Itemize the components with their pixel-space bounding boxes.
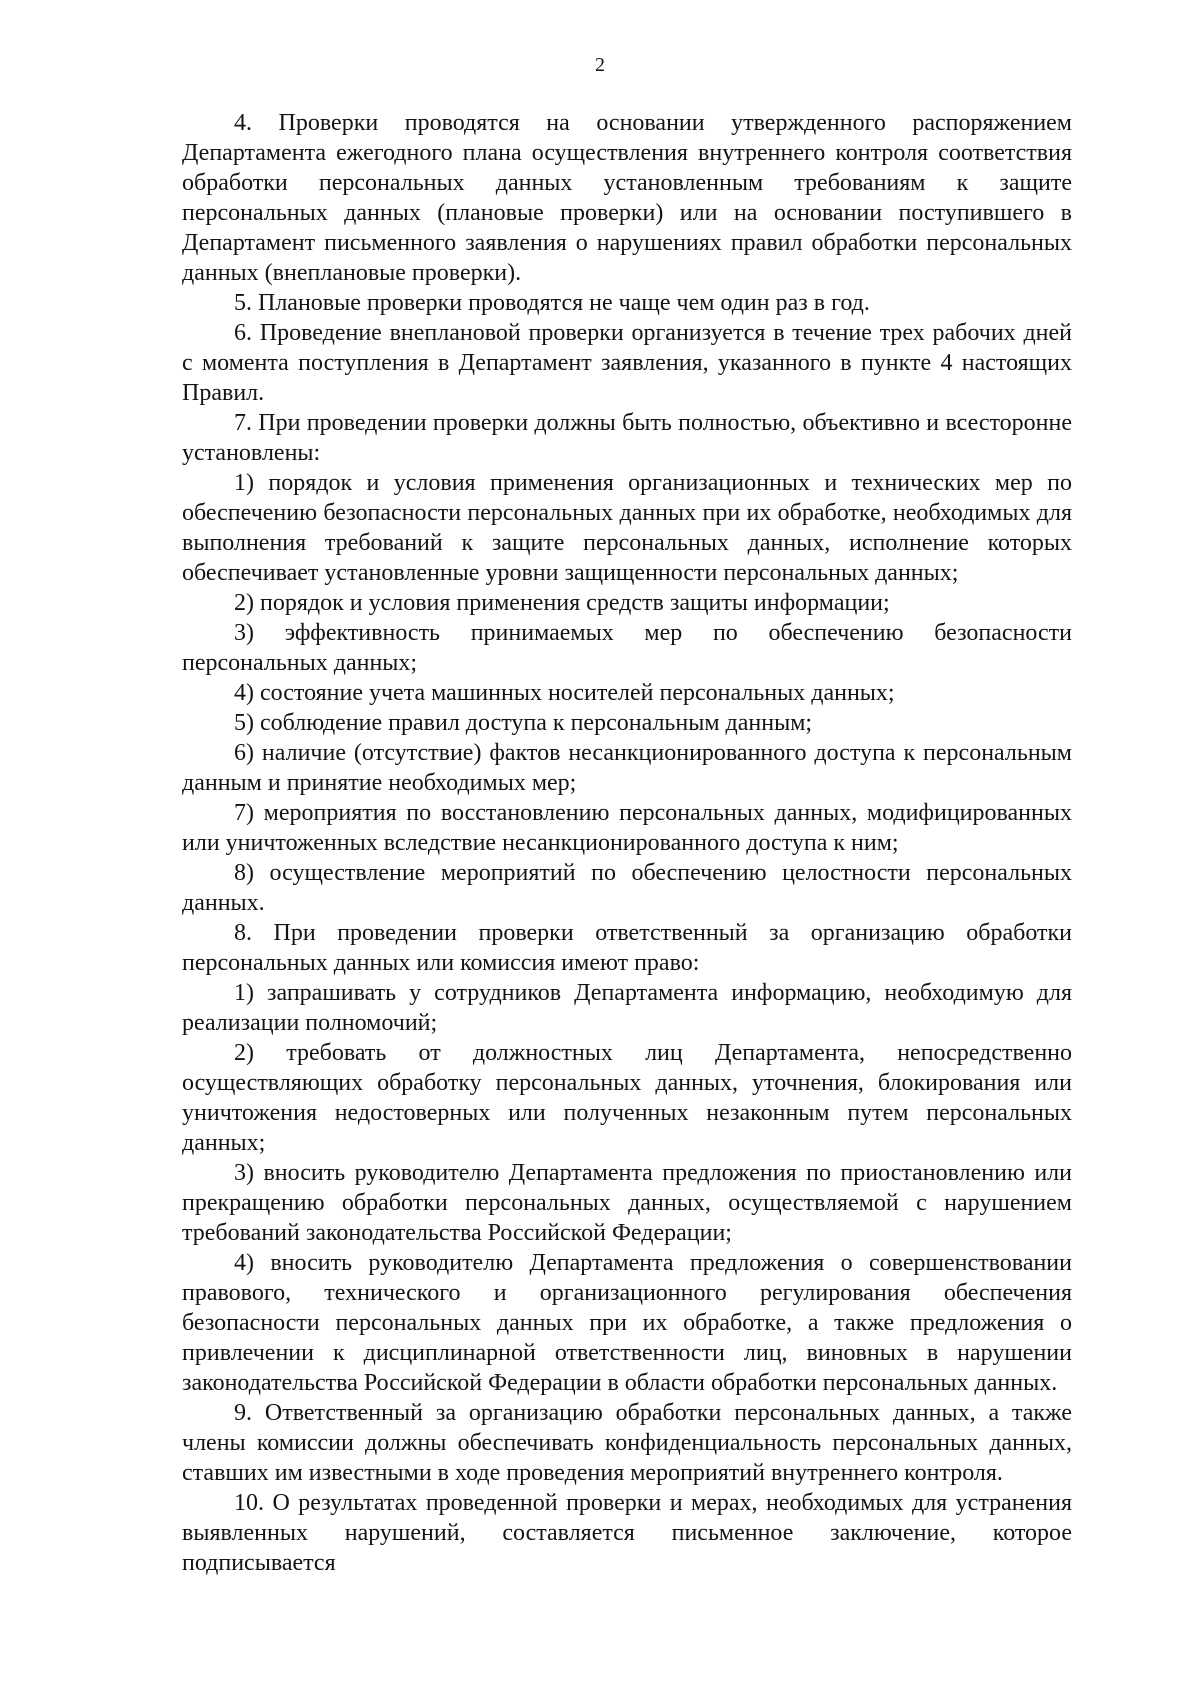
subitem-8-2: 2) требовать от должностных лиц Департамента, непосредственно осуществляющих обработку персональных данных, уточнения, блокирования или уничтожения недостоверных или полученных незаконным путем персональных данных; — [182, 1040, 1072, 1156]
paragraph-item-10: 10. О результатах проведенной проверки и мерах, необходимых для устранения выявленных нарушений, составляется письменное заключение, которое подписывается — [182, 1490, 1072, 1576]
document-body — [182, 108, 1072, 1578]
subitem-8-1: 1) запрашивать у сотрудников Департамента информацию, необходимую для реализации полномочий; — [182, 980, 1072, 1036]
paragraph-item-8: 8. При проведении проверки ответственный за организацию обработки персональных данных или комиссия имеют право: — [182, 920, 1072, 976]
subitem-7-6: 6) наличие (отсутствие) фактов несанкционированного доступа к персональным данным и принятие необходимых мер; — [182, 740, 1072, 796]
paragraph-item-5: 5. Плановые проверки проводятся не чаще чем один раз в год. — [234, 290, 870, 316]
subitem-7-2: 2) порядок и условия применения средств защиты информации; — [234, 590, 890, 616]
subitem-7-1: 1) порядок и условия применения организационных и технических мер по обеспечению безопасности персональных данных при их обработке, необходимых для выполнения требований к защите персональных данных, исполнение которых обеспечивает установленные уровни защищенности персональных данных; — [182, 470, 1072, 586]
paragraph-item-6: 6. Проведение внеплановой проверки организуется в течение трех рабочих дней с момента поступления в Департамент заявления, указанного в пункте 4 настоящих Правил. — [182, 320, 1072, 406]
paragraph-item-4: 4. Проверки проводятся на основании утвержденного распоряжением Департамента ежегодного плана осуществления внутреннего контроля соответствия обработки персональных данных установленным требованиям к защите персональных данных (плановые проверки) или на основании поступившего в Департамент письменного заявления о нарушениях правил обработки персональных данных (внеплановые проверки). — [182, 110, 1072, 286]
paragraph-item-9: 9. Ответственный за организацию обработки персональных данных, а также члены комиссии должны обеспечивать конфиденциальность персональных данных, ставших им известными в ходе проведения мероприятий внутреннего контроля. — [182, 1400, 1072, 1486]
subitem-7-7: 7) мероприятия по восстановлению персональных данных, модифицированных или уничтоженных вследствие несанкционированного доступа к ним; — [182, 800, 1072, 856]
paragraph-item-7: 7. При проведении проверки должны быть полностью, объективно и всесторонне установлены: — [182, 410, 1072, 466]
subitem-7-8: 8) осуществление мероприятий по обеспечению целостности персональных данных. — [182, 860, 1072, 916]
page-number: 2 — [595, 54, 605, 76]
subitem-7-4: 4) состояние учета машинных носителей персональных данных; — [234, 680, 895, 706]
subitem-7-5: 5) соблюдение правил доступа к персональным данным; — [234, 710, 813, 736]
subitem-7-3: 3) эффективность принимаемых мер по обеспечению безопасности персональных данных; — [182, 620, 1072, 676]
subitem-8-3: 3) вносить руководителю Департамента предложения по приостановлению или прекращению обработки персональных данных, осуществляемой с нарушением требований законодательства Российской Федерации; — [182, 1160, 1072, 1246]
subitem-8-4: 4) вносить руководителю Департамента предложения о совершенствовании правового, технического и организационного регулирования обеспечения безопасности персональных данных при их обработке, а также предложения о привлечении к дисциплинарной ответственности лиц, виновных в нарушении законодательства Российской Федерации в области обработки персональных данных. — [182, 1250, 1072, 1396]
